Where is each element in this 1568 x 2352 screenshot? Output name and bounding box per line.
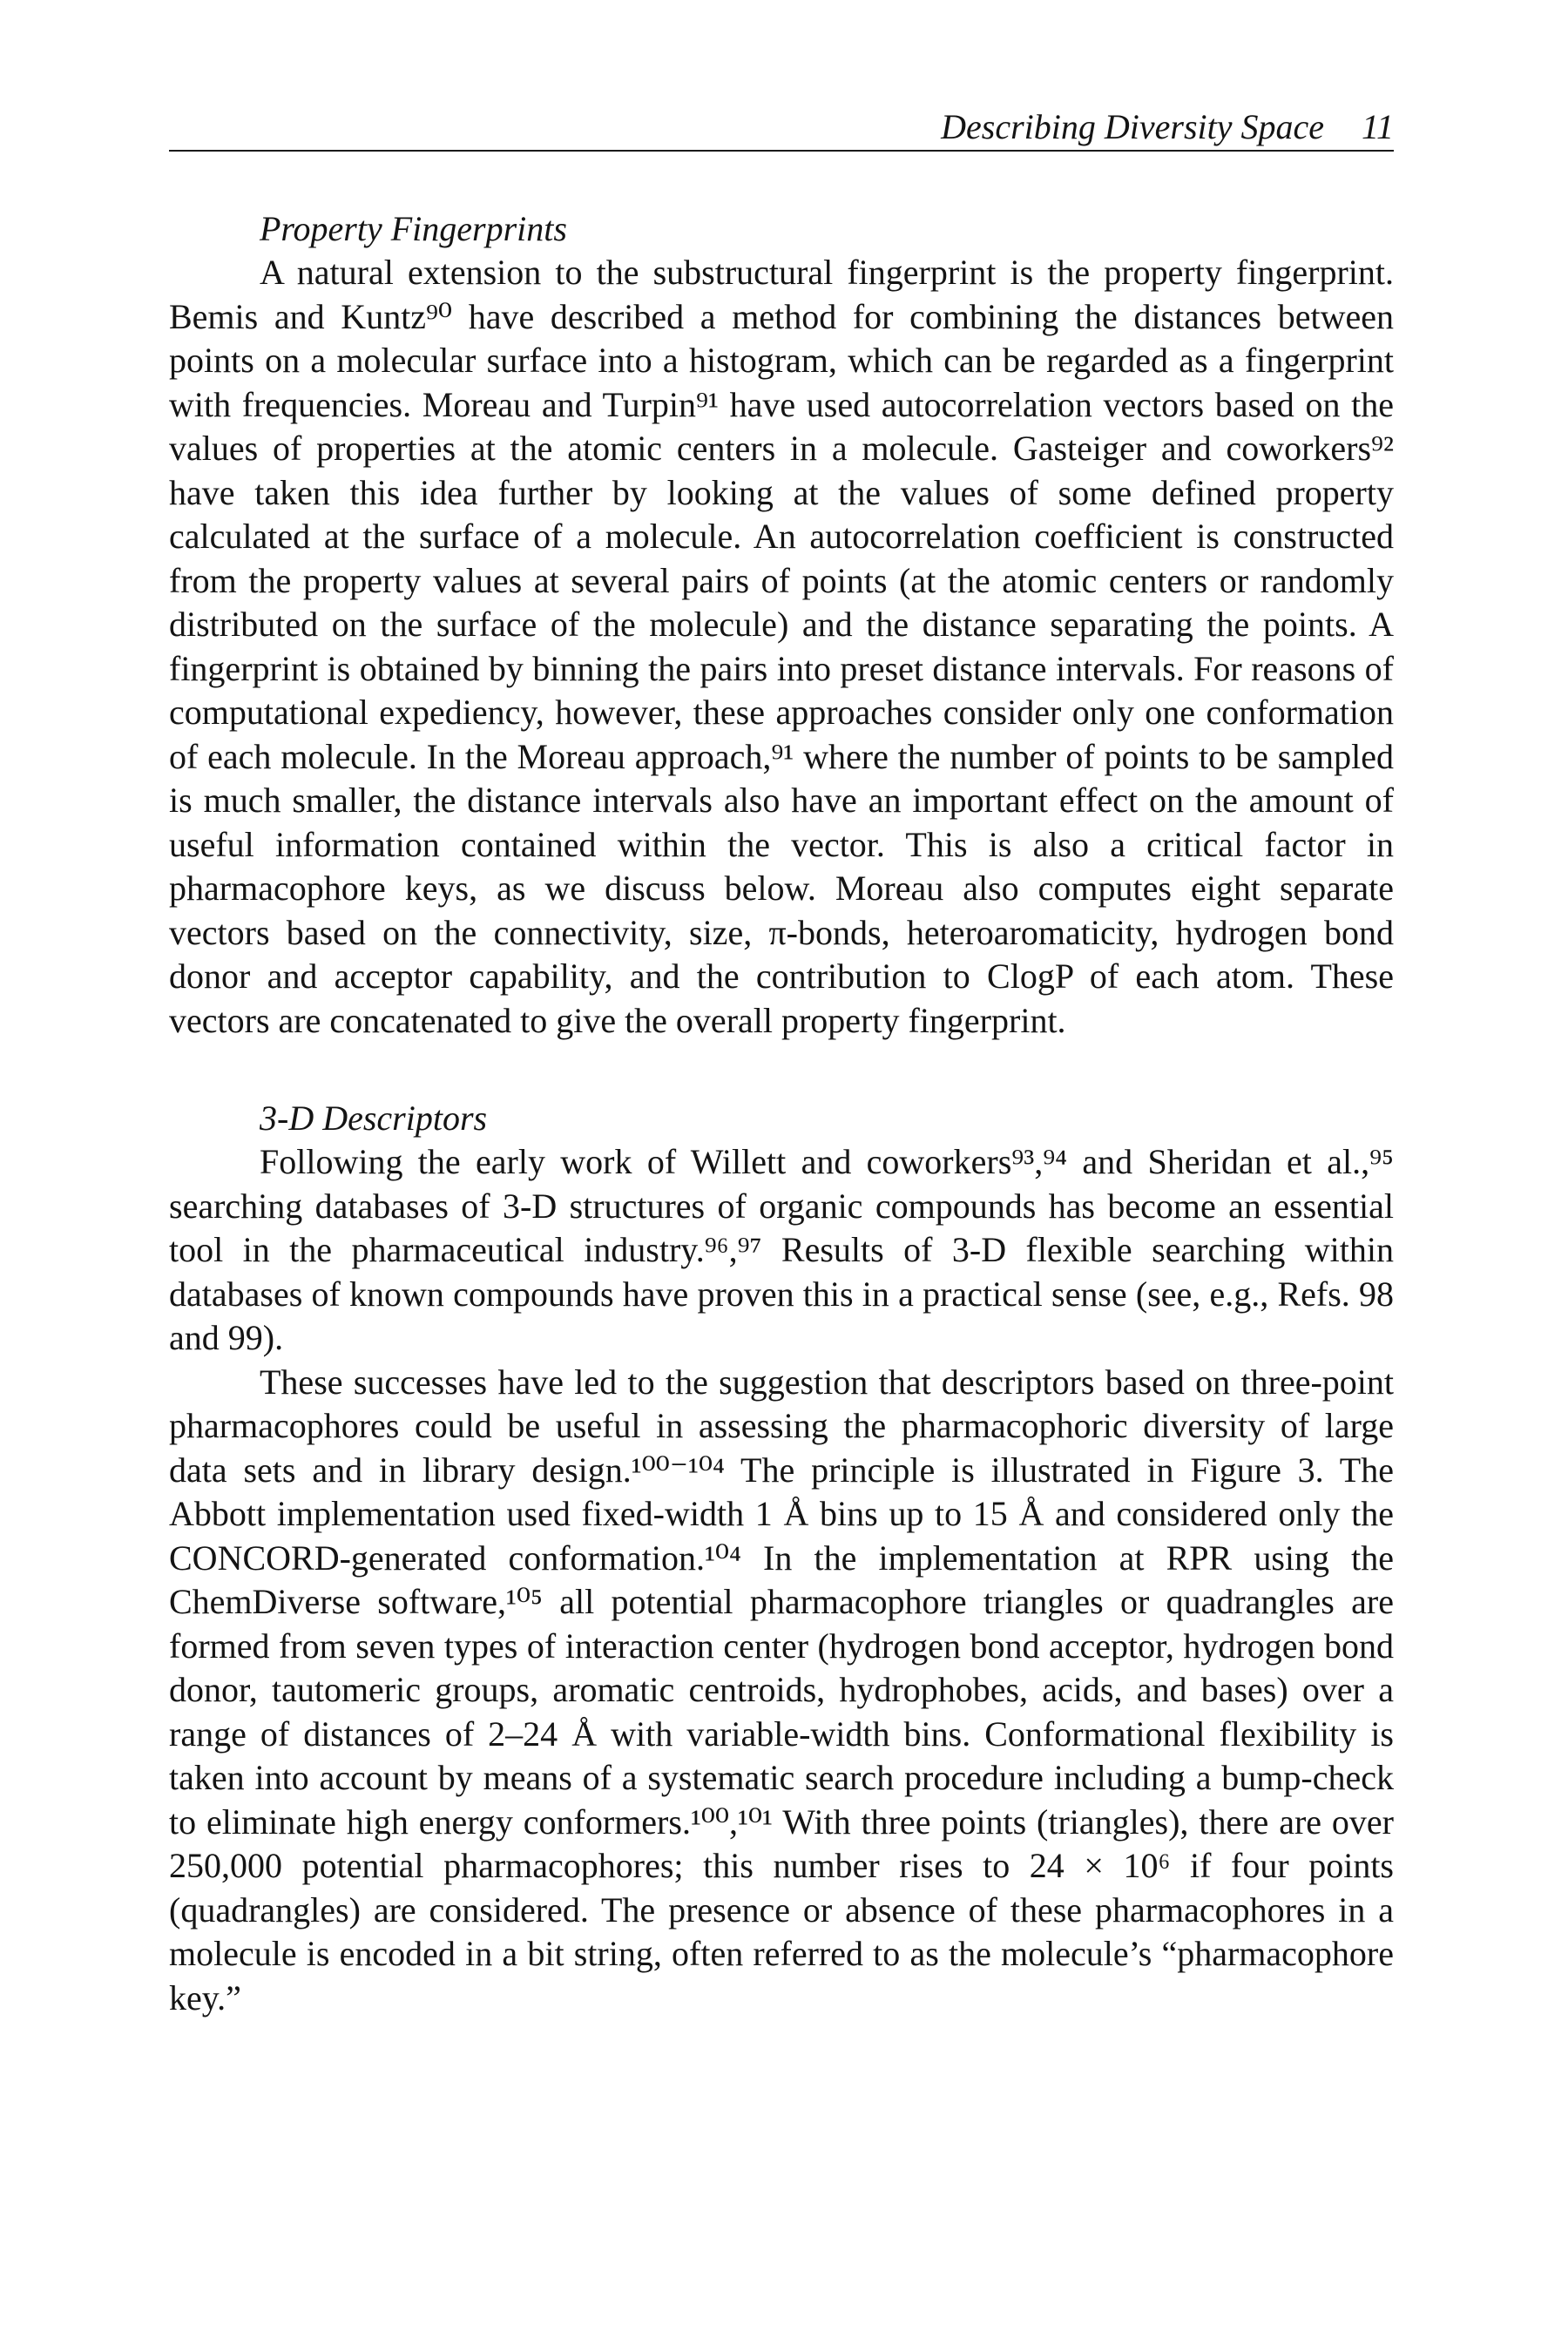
paragraph: Following the early work of Willett and coworkers⁹³,⁹⁴ and Sheridan et al.,⁹⁵ searching databases of 3-D structures of organic compounds has become an essential tool in the pharmaceutical industry.⁹⁶,⁹⁷ Results of 3-D flexible searching within databases of known compounds have proven this in a practical sense (see, e.g., Refs. 98 and 99). [169,1142,1394,1357]
page-number: 11 [1361,107,1394,146]
paragraph: A natural extension to the substructural fingerprint is the property fingerprint. Bemis and Kuntz⁹⁰ have described a method for combining the distances between points on a molecular surface into a histogram, which can be regarded as a fingerprint with frequencies. Moreau and Turpin⁹¹ have used autocorrelation vectors based on the values of properties at the atomic centers in a molecule. Gasteiger and coworkers⁹² have taken this idea further by looking at the values of some defined property calculated at the surface of a molecule. An autocorrelation coefficient is constructed from the property values at several pairs of points (at the atomic centers or randomly distributed on the surface of the molecule) and the distance separating the points. A fingerprint is obtained by binning the pairs into preset distance intervals. For reasons of computational expediency, however, these approaches consider only one conformation of each molecule. In the Moreau approach,⁹¹ where the number of points to be sampled is much smaller, the distance intervals also have an important effect on the amount of useful information contained within the vector. This is also a critical factor in pharmacophore keys, as we discuss below. Moreau also computes eight separate vectors based on the connectivity, size, π-bonds, heteroaromaticity, hydrogen bond donor and acceptor capability, and the contribution to ClogP of each atom. These vectors are concatenated to give the overall property fingerprint. [169,253,1394,1040]
section-heading: 3-D Descriptors [260,1098,488,1138]
page-body [169,207,1394,2020]
section-property-fingerprints [169,207,1394,1043]
section-3d-descriptors [169,1097,1394,2020]
section-spacer [169,1043,1394,1097]
paragraph: These successes have led to the suggestion that descriptors based on three-point pharmacophores could be useful in assessing the pharmacophoric diversity of large data sets and in library design.¹⁰⁰⁻¹⁰⁴ The principle is illustrated in Figure 3. The Abbott implementation used fixed-width 1 Å bins up to 15 Å and considered only the CONCORD-generated conformation.¹⁰⁴ In the implementation at RPR using the ChemDiverse software,¹⁰⁵ all potential pharmacophore triangles or quadrangles are formed from seven types of interaction center (hydrogen bond acceptor, hydrogen bond donor, tautomeric groups, aromatic centroids, hydrophobes, acids, and bases) over a range of distances of 2–24 Å with variable-width bins. Conformational flexibility is taken into account by means of a systematic search procedure including a bump-check to eliminate high energy conformers.¹⁰⁰,¹⁰¹ With three points (triangles), there are over 250,000 potential pharmacophores; this number rises to 24 × 10⁶ if four points (quadrangles) are considered. The presence or absence of these pharmacophores in a molecule is encoded in a bit string, often referred to as the molecule’s “pharmacophore key.” [169,1362,1394,2017]
running-header [169,105,1394,152]
section-heading: Property Fingerprints [260,209,567,248]
running-title: Describing Diversity Space [941,107,1324,146]
